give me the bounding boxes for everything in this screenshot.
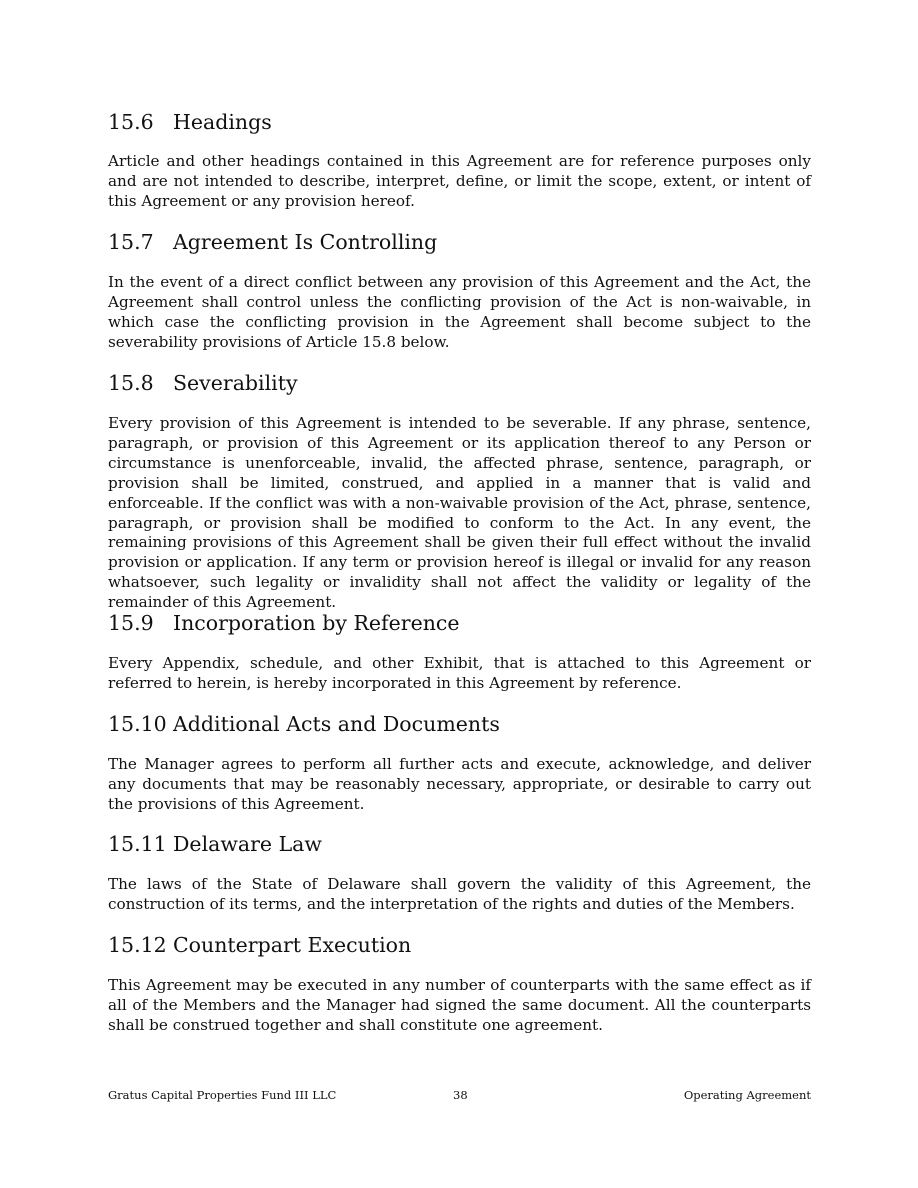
section-heading-15-12: [108, 932, 811, 958]
section-heading-15-8: [108, 370, 811, 396]
section-heading-15-10: [108, 711, 811, 737]
section-body-15-11: The laws of the State of Delaware shall govern the validity of this Agreement, the construction of its terms, and the interpretation of the rights and duties of the Members.: [108, 875, 811, 913]
section-number: 15.6: [108, 110, 154, 134]
section-title: Agreement Is Controlling: [173, 230, 438, 254]
section-body-15-12: This Agreement may be executed in any number of counterparts with the same effect as if all of the Members and the Manager had signed the same document. All the counterparts shall be construed together and shall constitute one agreement.: [108, 976, 811, 1034]
section-number: 15.11: [108, 832, 167, 856]
section-heading-15-7: [108, 229, 811, 255]
section-number: 15.9: [108, 611, 154, 635]
section-heading-15-11: [108, 831, 811, 857]
section-heading-15-6: [108, 109, 811, 135]
section-title: Delaware Law: [173, 832, 322, 856]
footer-company-name: Gratus Capital Properties Fund III LLC: [108, 1088, 337, 1102]
section-title: Severability: [173, 371, 298, 395]
section-title: Counterpart Execution: [173, 933, 412, 957]
section-heading-15-9: [108, 610, 811, 636]
section-number: 15.8: [108, 371, 154, 395]
section-body-15-7: In the event of a direct conflict between any provision of this Agreement and the Act, the Agreement shall control unless the conflicting provision of the Act is non-waivable, in which case the conflicting provision in the Agreement shall become subject to the severability provisions of Article 15.8 below.: [108, 273, 811, 351]
section-number: 15.10: [108, 712, 167, 736]
footer-document-title: Operating Agreement: [683, 1088, 811, 1102]
section-body-15-9: Every Appendix, schedule, and other Exhibit, that is attached to this Agreement or referred to herein, is hereby incorporated in this Agreement by reference.: [108, 654, 811, 692]
section-title: Headings: [173, 110, 272, 134]
section-body-15-10: The Manager agrees to perform all further acts and execute, acknowledge, and deliver any documents that may be reasonably necessary, appropriate, or desirable to carry out the provisions of this Agreement.: [108, 755, 811, 813]
section-title: Incorporation by Reference: [173, 611, 460, 635]
page-footer: [108, 1086, 811, 1104]
section-body-15-8: Every provision of this Agreement is intended to be severable. If any phrase, sentence, paragraph, or provision of this Agreement or its application thereof to any Person or circumstance is unenforceable, invalid, the affected phrase, sentence, paragraph, or provision shall be limited, construed, and applied in a manner that is valid and enforceable. If the conflict was with a non-waivable provision of the Act, phrase, sentence, paragraph, or provision shall be modified to conform to the Act. In any event, the remaining provisions of this Agreement shall be given their full effect without the invalid provision or application. If any term or provision hereof is illegal or invalid for any reason whatsoever, such legality or invalidity shall not affect the validity or legality of the remainder of this Agreement.: [108, 414, 811, 612]
section-number: 15.12: [108, 933, 167, 957]
footer-page-number: 38: [453, 1088, 468, 1102]
section-number: 15.7: [108, 230, 154, 254]
section-title: Additional Acts and Documents: [173, 712, 500, 736]
section-body-15-6: Article and other headings contained in this Agreement are for reference purposes only and are not intended to describe, interpret, define, or limit the scope, extent, or intent of this Agreement or any provision hereof.: [108, 152, 811, 210]
